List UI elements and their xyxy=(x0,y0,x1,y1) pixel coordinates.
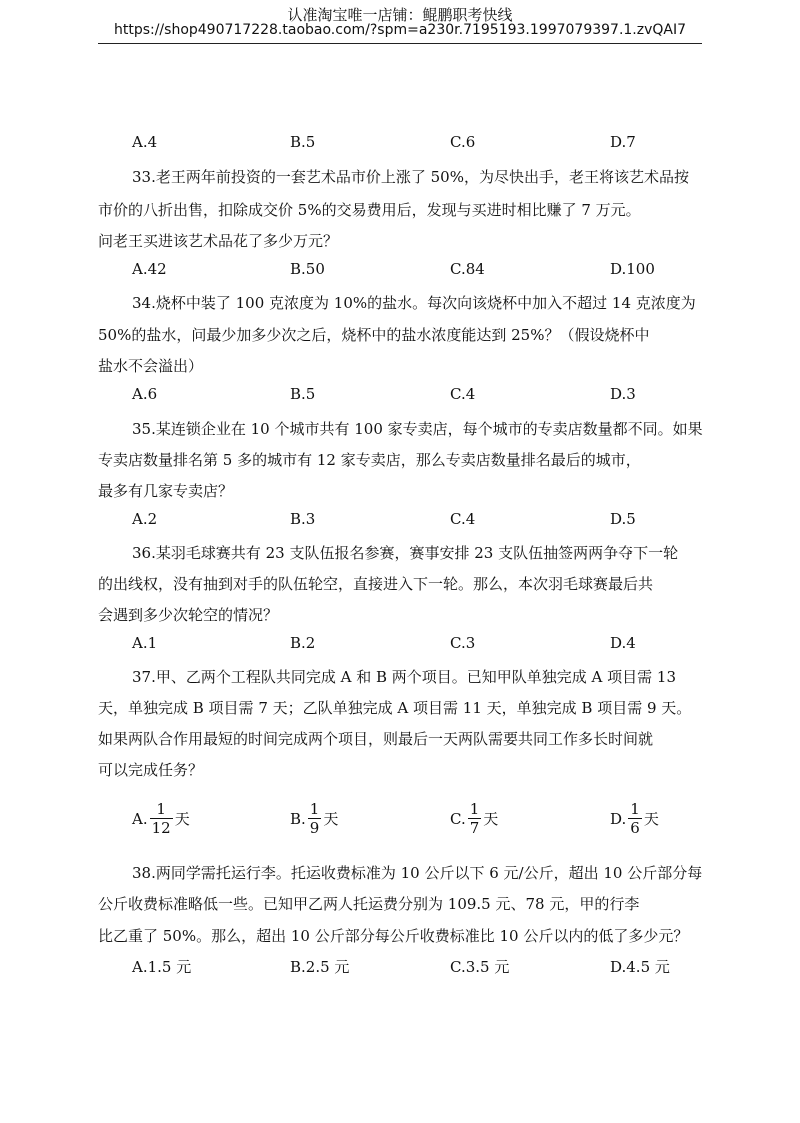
q37-option-d xyxy=(610,800,659,837)
header-shop-name: 认准淘宝唯一店铺：鲲鹏职考快线 xyxy=(287,6,513,24)
q34-option-d: D.3 xyxy=(610,385,636,403)
q37-options xyxy=(132,800,692,850)
q37-option-b-prefix: B. xyxy=(290,809,306,828)
q37-option-d-unit: 天 xyxy=(643,810,659,828)
q37-line-4: 可以完成任务？ xyxy=(98,761,204,779)
q35-options xyxy=(132,510,692,534)
q35-line-2: 专卖店数量排名第 5 多的城市有 12 家专卖店，那么专卖店数量排名最后的城市， xyxy=(98,451,641,469)
q37-option-a-unit: 天 xyxy=(174,810,190,828)
q33-options xyxy=(132,260,692,284)
q38-option-b: B.2.5 元 xyxy=(290,958,350,976)
q37-option-c-denominator: 7 xyxy=(469,819,480,837)
q37-option-b-denominator: 9 xyxy=(309,819,320,837)
q38-line-2: 公斤收费标准略低一些。已知甲乙两人托运费分别为 109.5 元、78 元，甲的行李 xyxy=(98,895,640,913)
q37-option-c-prefix: C. xyxy=(450,809,466,828)
q37-option-a-prefix: A. xyxy=(132,809,148,828)
q37-option-d-denominator: 6 xyxy=(630,819,640,837)
q38-line-1: 38.两同学需托运行李。托运收费标准为 10 公斤以下 6 元/公斤，超出 10 公斤部分每 xyxy=(132,864,703,882)
q36-line-2: 的出线权，没有抽到对手的队伍轮空，直接进入下一轮。那么，本次羽毛球赛最后共 xyxy=(98,575,654,593)
q33-option-a: A.42 xyxy=(132,260,167,278)
q37-option-a xyxy=(132,800,190,837)
q33-option-b: B.50 xyxy=(290,260,325,278)
q37-line-1: 37.甲、乙两个工程队共同完成 A 和 B 两个项目。已知甲队单独完成 A 项目需 13 xyxy=(132,668,677,686)
header-shop-url: https://shop490717228.taobao.com/?spm=a230r.7195193.1997079397.1.zvQAI7 xyxy=(113,22,687,38)
q37-option-c xyxy=(450,800,498,837)
q36-options xyxy=(132,634,692,658)
q32-option-b: B.5 xyxy=(290,133,316,151)
q37-option-d-fraction xyxy=(628,800,642,837)
q37-option-b-fraction xyxy=(308,800,322,837)
q36-option-d: D.4 xyxy=(610,634,636,652)
q33-option-d: D.100 xyxy=(610,260,655,278)
q34-line-1: 34.烧杯中装了 100 克浓度为 10%的盐水。每次向该烧杯中加入不超过 14 克浓度为 xyxy=(132,294,696,312)
q33-option-c: C.84 xyxy=(450,260,485,278)
q36-line-1: 36.某羽毛球赛共有 23 支队伍报名参赛，赛事安排 23 支队伍抽签两两争夺下一轮 xyxy=(132,544,679,562)
q37-line-2: 天，单独完成 B 项目需 7 天；乙队单独完成 A 项目需 11 天，单独完成 B 项目需 9 天。 xyxy=(98,699,692,717)
q37-option-b-numerator: 1 xyxy=(309,800,320,818)
q34-line-3: 盐水不会溢出） xyxy=(98,357,204,375)
q33-line-3: 问老王买进该艺术品花了多少万元？ xyxy=(98,232,339,250)
q38-options xyxy=(132,956,692,980)
q32-option-d: D.7 xyxy=(610,133,636,151)
q36-option-b: B.2 xyxy=(290,634,316,652)
q34-option-b: B.5 xyxy=(290,385,316,403)
q37-option-c-fraction xyxy=(468,800,482,837)
q37-option-a-denominator: 12 xyxy=(151,819,171,837)
q37-option-d-prefix: D. xyxy=(610,809,627,828)
q38-option-d: D.4.5 元 xyxy=(610,958,670,976)
q35-option-a: A.2 xyxy=(132,510,158,528)
q36-option-c: C.3 xyxy=(450,634,476,652)
q38-option-a: A.1.5 元 xyxy=(132,958,192,976)
q38-option-c: C.3.5 元 xyxy=(450,958,510,976)
q37-option-b xyxy=(290,800,338,837)
q38-line-3: 比乙重了 50%。那么，超出 10 公斤部分每公斤收费标准比 10 公斤以内的低了多少元？ xyxy=(98,927,689,945)
q37-option-a-numerator: 1 xyxy=(156,800,166,818)
q37-option-b-unit: 天 xyxy=(323,810,339,828)
q37-line-3: 如果两队合作用最短的时间完成两个项目，则最后一天两队需要共同工作多长时间就 xyxy=(98,730,654,748)
q34-options xyxy=(132,385,692,409)
q37-option-c-numerator: 1 xyxy=(469,800,480,818)
q32-option-c: C.6 xyxy=(450,133,476,151)
q33-line-1: 33.老王两年前投资的一套艺术品市价上涨了 50%，为尽快出手，老王将该艺术品按 xyxy=(132,168,689,186)
q35-option-c: C.4 xyxy=(450,510,476,528)
q34-line-2: 50%的盐水，问最少加多少次之后，烧杯中的盐水浓度能达到 25%？（假设烧杯中 xyxy=(98,326,650,344)
header-divider xyxy=(98,43,702,44)
q35-option-b: B.3 xyxy=(290,510,316,528)
q33-line-2: 市价的八折出售，扣除成交价 5%的交易费用后，发现与买进时相比赚了 7 万元。 xyxy=(98,201,641,219)
q36-option-a: A.1 xyxy=(132,634,158,652)
q37-option-d-numerator: 1 xyxy=(630,800,640,818)
q37-option-c-unit: 天 xyxy=(483,810,499,828)
q32-options xyxy=(132,133,692,157)
q35-line-1: 35.某连锁企业在 10 个城市共有 100 家专卖店，每个城市的专卖店数量都不同。如果 xyxy=(132,420,703,438)
q35-line-3: 最多有几家专卖店？ xyxy=(98,482,234,500)
q35-option-d: D.5 xyxy=(610,510,636,528)
q32-option-a: A.4 xyxy=(132,133,158,151)
q34-option-a: A.6 xyxy=(132,385,158,403)
q36-line-3: 会遇到多少次轮空的情况？ xyxy=(98,606,279,624)
q34-option-c: C.4 xyxy=(450,385,476,403)
q37-option-a-fraction xyxy=(150,800,173,837)
